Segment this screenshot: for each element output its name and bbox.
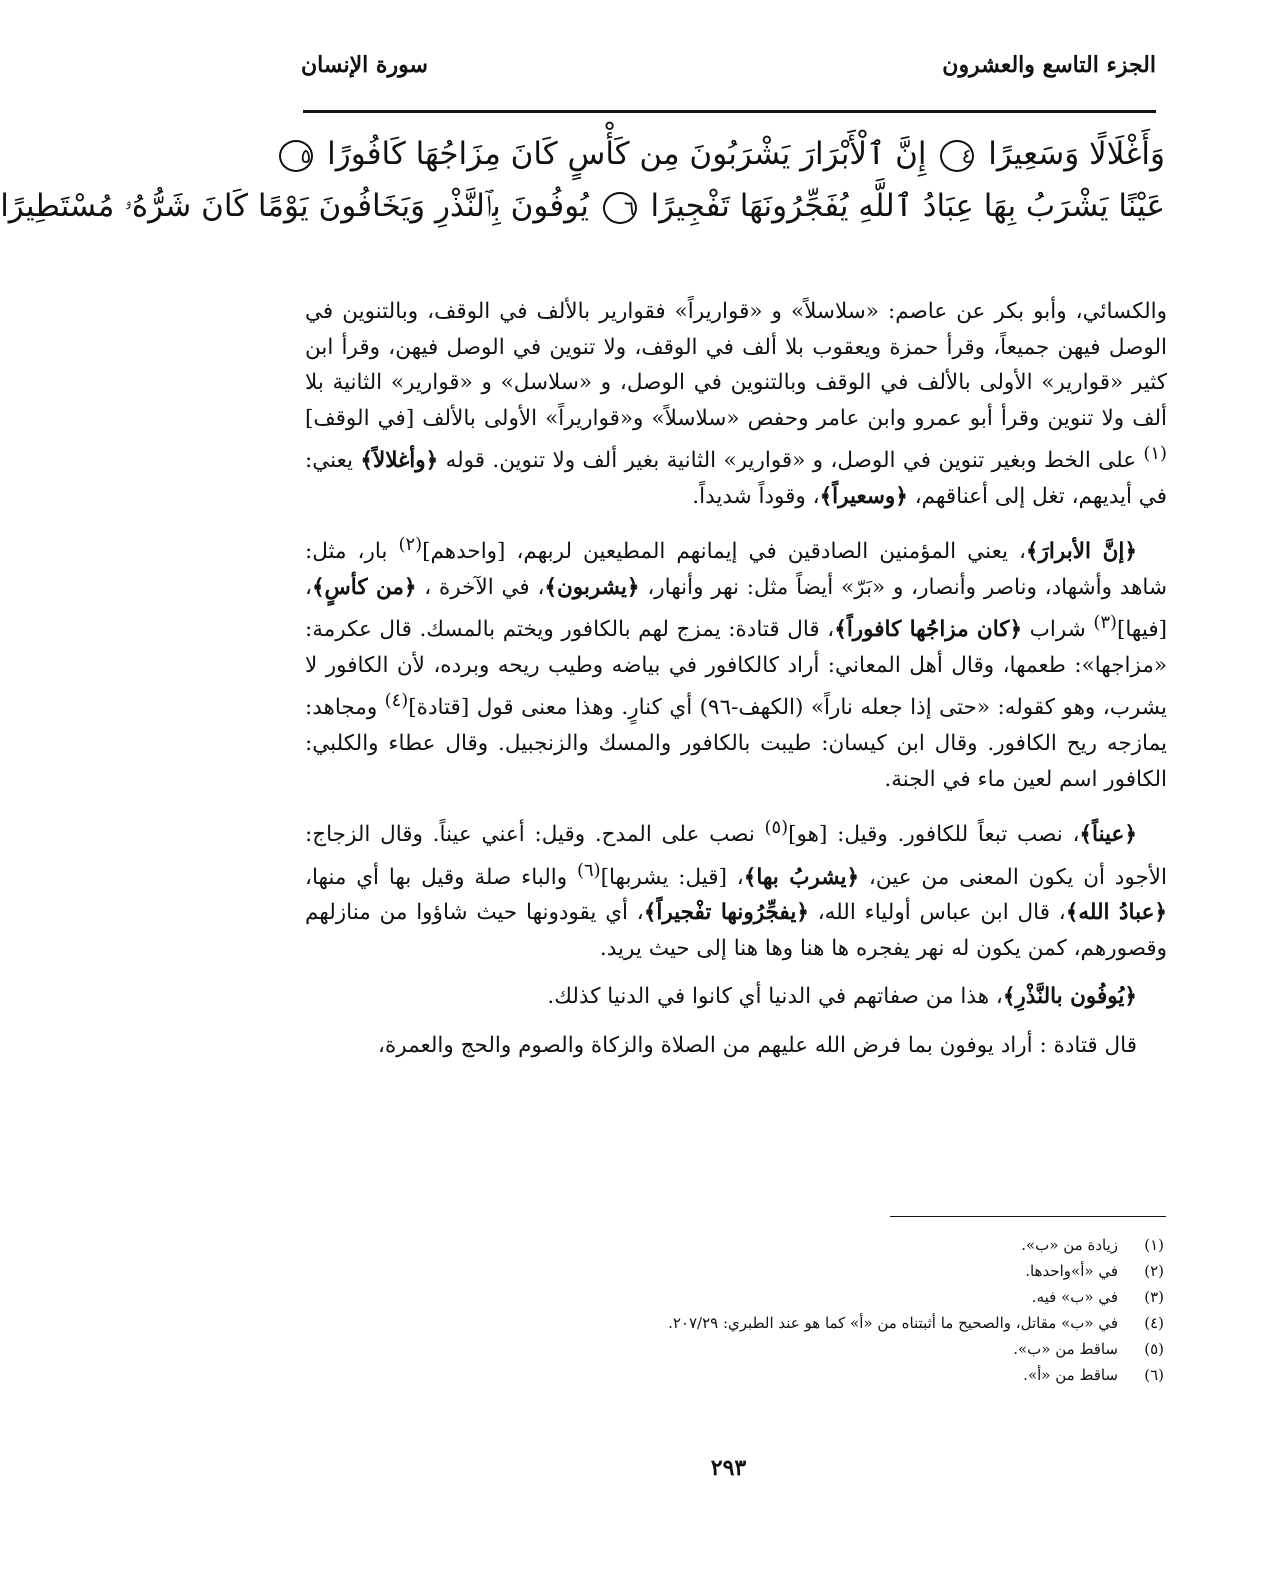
- quran-quote: ﴿إنَّ الأبرارَ﴾: [1025, 539, 1137, 565]
- text-run: والكسائي، وأبو بكر عن عاصم: «سلاسلاً» و «قواريراً» فقوارير بالألف في الوقف، وبالتنوين في الوصل فيهن جميعاً، وقرأ حمزة ويعقوب بلا ألف في الوقف، ولا تنوين في الوصل فيهن، وقرأ ابن كثير «قوارير» الأولى بالألف في الوقف وبالتنوين في الوصل، و «سلاسل» و «قوارير» الثانية بلا ألف ولا تنوين وقرأ أبو عمرو وابن عامر وحفص «سلاسلاً» و«قواريراً» الأولى بالألف [في الوقف]: [305, 299, 1167, 431]
- verse-number-marker: ٦: [603, 192, 637, 224]
- text-run: ، أي يقودونها حيث شاؤوا من منازلهم وقصورهم، كمن يكون له نهر يفجره ها هنا وها هنا إلى حيث يريد.: [305, 900, 1167, 961]
- verse-text: إِنَّ ٱلْأَبْرَارَ يَشْرَبُونَ مِن كَأْسٍ كَانَ مِزَاجُهَا كَافُورًا: [327, 136, 927, 172]
- paragraph-4: [305, 979, 1167, 1015]
- text-run: ، قال قتادة: يمزج لهم بالكافور ويختم بالمسك. قال عكرمة: «مزاجها»: طعمها، وقال أهل المعاني: أراد كالكافور في بياضه وطيب ريحه وبرده، لأن الكافور لا يشرب، وهو كقوله: «حتى إذا جعله ناراً» (الكهف-٩٦) أي كنارٍ. وهذا معنى قول [قتادة]: [305, 617, 1167, 721]
- footnote-item: [414, 1284, 1164, 1310]
- quran-quote: ﴿من كأسٍ﴾: [311, 574, 417, 600]
- text-run: ومجاهد: يمازجه ريح الكافور. وقال ابن كيسان: طيبت بالكافور والمسك والزنجبيل. وقال عطاء والكلبي: الكافور اسم لعين ماء في الجنة.: [305, 695, 1167, 792]
- paragraph-1: [305, 294, 1167, 514]
- quran-quote: ﴿وسعيراً﴾: [819, 483, 908, 509]
- quran-quote: ﴿عبادُ الله﴾: [1065, 900, 1168, 926]
- footnote-item: [414, 1310, 1164, 1336]
- running-head: [301, 52, 1156, 92]
- footnote-item: [414, 1258, 1164, 1284]
- verse-number-marker: ٥: [279, 140, 313, 172]
- footnote-item: [414, 1362, 1164, 1388]
- text-run: قال قتادة : أراد يوفون بما فرض الله عليهم من الصلاة والزكاة والصوم والحج والعمرة،: [378, 1032, 1137, 1058]
- juz-title: الجزء التاسع والعشرون: [942, 52, 1156, 78]
- verse-line-1: [297, 128, 1165, 180]
- header-rule: [303, 110, 1156, 113]
- text-run: ، وقوداً شديداً.: [692, 483, 820, 509]
- text-run: ، [فيها]: [305, 574, 1167, 643]
- footnote-number: (٦): [1144, 1366, 1164, 1384]
- footnote-rule: [890, 1216, 1166, 1217]
- quran-verses: [0, 128, 1165, 232]
- text-run: على الخط وبغير تنوين في الوصل، و «قوارير» الثانية بغير ألف ولا تنوين. قوله: [438, 448, 1144, 474]
- footnote-text: ساقط من «ب».: [1013, 1340, 1118, 1358]
- footnote-text: زيادة من «ب».: [1021, 1236, 1118, 1254]
- quran-quote: ﴿يشربُ بها﴾: [743, 864, 860, 890]
- footnote-text: في «أ»واحدها.: [1025, 1262, 1118, 1280]
- paragraph-3: [305, 810, 1167, 966]
- footnote-item: [414, 1232, 1164, 1258]
- text-run: ، في الآخرة ،: [416, 574, 545, 600]
- footnote-number: (٤): [1144, 1314, 1164, 1332]
- footnote-number: (٣): [1144, 1288, 1164, 1306]
- text-run: والباء صلة وقيل بها أي منها،: [305, 864, 577, 890]
- footnote-number: (١): [1144, 1236, 1164, 1254]
- text-run: ، نصب تبعاً للكافور. وقيل: [هو]: [788, 822, 1080, 848]
- verse-text: وَأَغْلَالًا وَسَعِيرًا: [988, 136, 1165, 172]
- page-number: ٢٩٣: [710, 1455, 747, 1481]
- paragraph-5: [305, 1028, 1167, 1064]
- text-run: ، [قيل: يشربها]: [600, 864, 744, 890]
- footnote-marker: (٤): [384, 690, 409, 712]
- verse-text: يُوفُونَ بِٱلنَّذْرِ وَيَخَافُونَ يَوْمًا كَانَ شَرُّهُۥ مُسْتَطِيرًا: [0, 188, 589, 224]
- footnote-marker: (٣): [1093, 612, 1117, 634]
- text-run: بار، مثل: شاهد وأشهاد، وناصر وأنصار، و «بَرّ» أيضاً مثل: نهر وأنهار،: [305, 539, 1167, 600]
- paragraph-2: [305, 527, 1167, 797]
- footnotes: [414, 1232, 1164, 1388]
- verse-line-2: [0, 180, 1165, 232]
- footnote-item: [414, 1336, 1164, 1362]
- quran-quote: ﴿عيناً﴾: [1079, 822, 1137, 848]
- text-run: شراب: [1022, 617, 1094, 643]
- text-run: ، يعني المؤمنين الصادقين في إيمانهم المطيعين لربهم، [واحدهم]: [422, 539, 1026, 565]
- footnote-text: ساقط من «أ».: [1023, 1366, 1118, 1384]
- surah-title: سورة الإنسان: [301, 52, 428, 78]
- quran-quote: ﴿يشربون﴾: [544, 574, 640, 600]
- footnote-marker: (١): [1143, 443, 1167, 464]
- text-run: نصب على المدح. وقيل: أعني عيناً. وقال الزجاج: الأجود أن يكون المعنى من عين،: [305, 822, 1167, 890]
- commentary-body: [305, 294, 1167, 1076]
- quran-quote: ﴿يُوفُون بالنَّذْرِ﴾: [1002, 984, 1137, 1010]
- footnote-number: (٢): [1144, 1262, 1164, 1280]
- footnote-marker: (٦): [576, 859, 601, 881]
- footnote-marker: (٥): [764, 817, 789, 839]
- text-run: يعني: في أيديهم، تغل إلى أعناقهم،: [305, 448, 1167, 509]
- footnote-text: في «ب» فيه.: [1031, 1288, 1118, 1306]
- footnote-number: (٥): [1144, 1340, 1164, 1358]
- quran-quote: ﴿كان مزاجُها كافوراً﴾: [834, 617, 1023, 643]
- quran-quote: ﴿وأغلالاً﴾: [360, 448, 439, 474]
- verse-number-marker: ٤: [940, 140, 974, 172]
- footnote-marker: (٢): [398, 534, 423, 556]
- text-run: ، قال ابن عباس أولياء الله،: [808, 900, 1066, 926]
- footnote-text: في «ب» مقاتل، والصحيح ما أثبتناه من «أ» كما هو عند الطبري: ٢٠٧/٢٩.: [668, 1314, 1118, 1332]
- text-run: ، هذا من صفاتهم في الدنيا أي كانوا في الدنيا كذلك.: [547, 984, 1003, 1010]
- verse-text: عَيْنًا يَشْرَبُ بِهَا عِبَادُ ٱللَّهِ يُفَجِّرُونَهَا تَفْجِيرًا: [650, 188, 1165, 224]
- quran-quote: ﴿يفجِّرُونها تفْجيراً﴾: [643, 900, 809, 926]
